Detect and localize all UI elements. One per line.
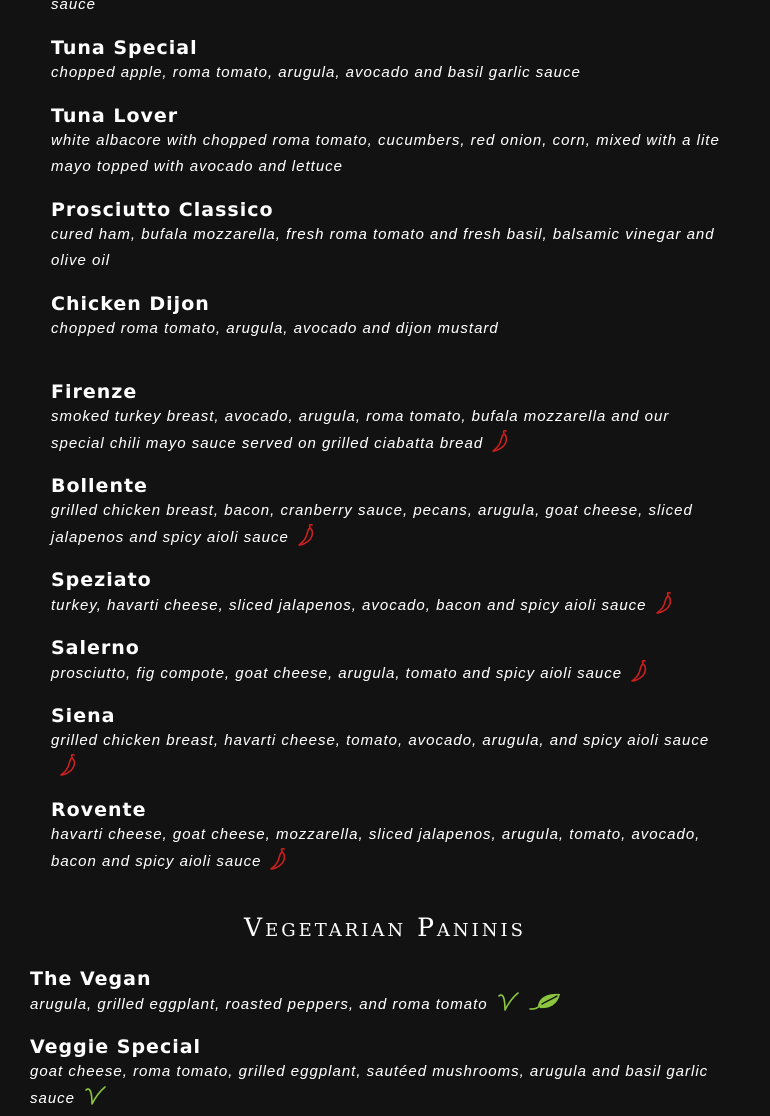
item-name: The Vegan — [30, 968, 152, 990]
menu-item-bollente — [51, 474, 721, 555]
item-description: white albacore with chopped roma tomato, cucumbers, red onion, corn, mixed with a lite mayo topped with avocado and lettuce — [51, 132, 720, 175]
menu-item-firenze — [51, 380, 721, 461]
item-description: havarti cheese, goat cheese, mozzarella, sliced jalapenos, arugula, tomato, avocado, bacon and spicy aioli sauce — [51, 826, 701, 870]
item-description: turkey, havarti cheese, sliced jalapenos, avocado, bacon and spicy aioli sauce — [51, 597, 647, 614]
vegan-leaf-icon — [528, 991, 562, 1022]
vegetarian-v-icon — [496, 991, 520, 1022]
item-description: goat cheese, roma tomato, grilled eggplant, sautéed mushrooms, arugula and basil garlic sauce — [30, 1063, 709, 1107]
item-description: grilled chicken breast, bacon, cranberry sauce, pecans, arugula, goat cheese, sliced jalapenos and spicy aioli sauce — [51, 502, 693, 546]
item-name: Salerno — [51, 637, 140, 659]
item-name: Rovente — [51, 799, 147, 821]
item-name: Siena — [51, 705, 116, 727]
item-name: Chicken Dijon — [51, 293, 210, 315]
item-name: Veggie Special — [30, 1036, 202, 1058]
chili-pepper-icon — [655, 592, 675, 623]
item-description: chopped roma tomato, arugula, avocado and dijon mustard — [51, 320, 499, 337]
menu-item-chicken-dijon — [51, 292, 721, 342]
menu-item-prosciutto-classico — [51, 198, 721, 274]
menu-item-tuna-special — [51, 36, 721, 86]
item-name: Speziato — [51, 569, 152, 591]
item-name: Prosciutto Classico — [51, 199, 274, 221]
item-description: arugula, grilled eggplant, roasted peppers, and roma tomato — [30, 996, 488, 1013]
item-description: sauce — [51, 0, 97, 13]
menu-item-siena — [51, 704, 721, 785]
menu-item-tuna-lover — [51, 104, 721, 180]
chili-pepper-icon — [297, 524, 317, 555]
chili-pepper-icon — [269, 848, 289, 879]
chili-pepper-icon — [630, 660, 650, 691]
menu-item-salerno — [51, 636, 721, 691]
menu-item-veggie-special — [30, 1035, 720, 1116]
item-name: Firenze — [51, 381, 138, 403]
chili-pepper-icon — [59, 754, 79, 785]
menu-item-speziato — [51, 568, 721, 623]
item-description: smoked turkey breast, avocado, arugula, roma tomato, bufala mozzarella and our special chili mayo sauce served on grilled ciabatta bread — [51, 408, 670, 452]
item-name: Tuna Special — [51, 37, 198, 59]
item-description: grilled chicken breast, havarti cheese, tomato, avocado, arugula, and spicy aioli sauce — [51, 732, 710, 749]
menu-item-fragment — [51, 0, 721, 18]
item-description: cured ham, bufala mozzarella, fresh roma tomato and fresh basil, balsamic vinegar and olive oil — [51, 226, 715, 269]
vegetarian-v-icon — [83, 1085, 107, 1116]
item-name: Tuna Lover — [51, 105, 179, 127]
item-description: chopped apple, roma tomato, arugula, avocado and basil garlic sauce — [51, 64, 581, 81]
menu-item-the-vegan — [30, 967, 720, 1022]
item-name: Bollente — [51, 475, 148, 497]
chili-pepper-icon — [491, 430, 511, 461]
section-title-vegetarian-paninis: Vegetarian Paninis — [244, 913, 526, 942]
menu-item-rovente — [51, 798, 721, 879]
item-description: prosciutto, fig compote, goat cheese, arugula, tomato and spicy aioli sauce — [51, 665, 623, 682]
